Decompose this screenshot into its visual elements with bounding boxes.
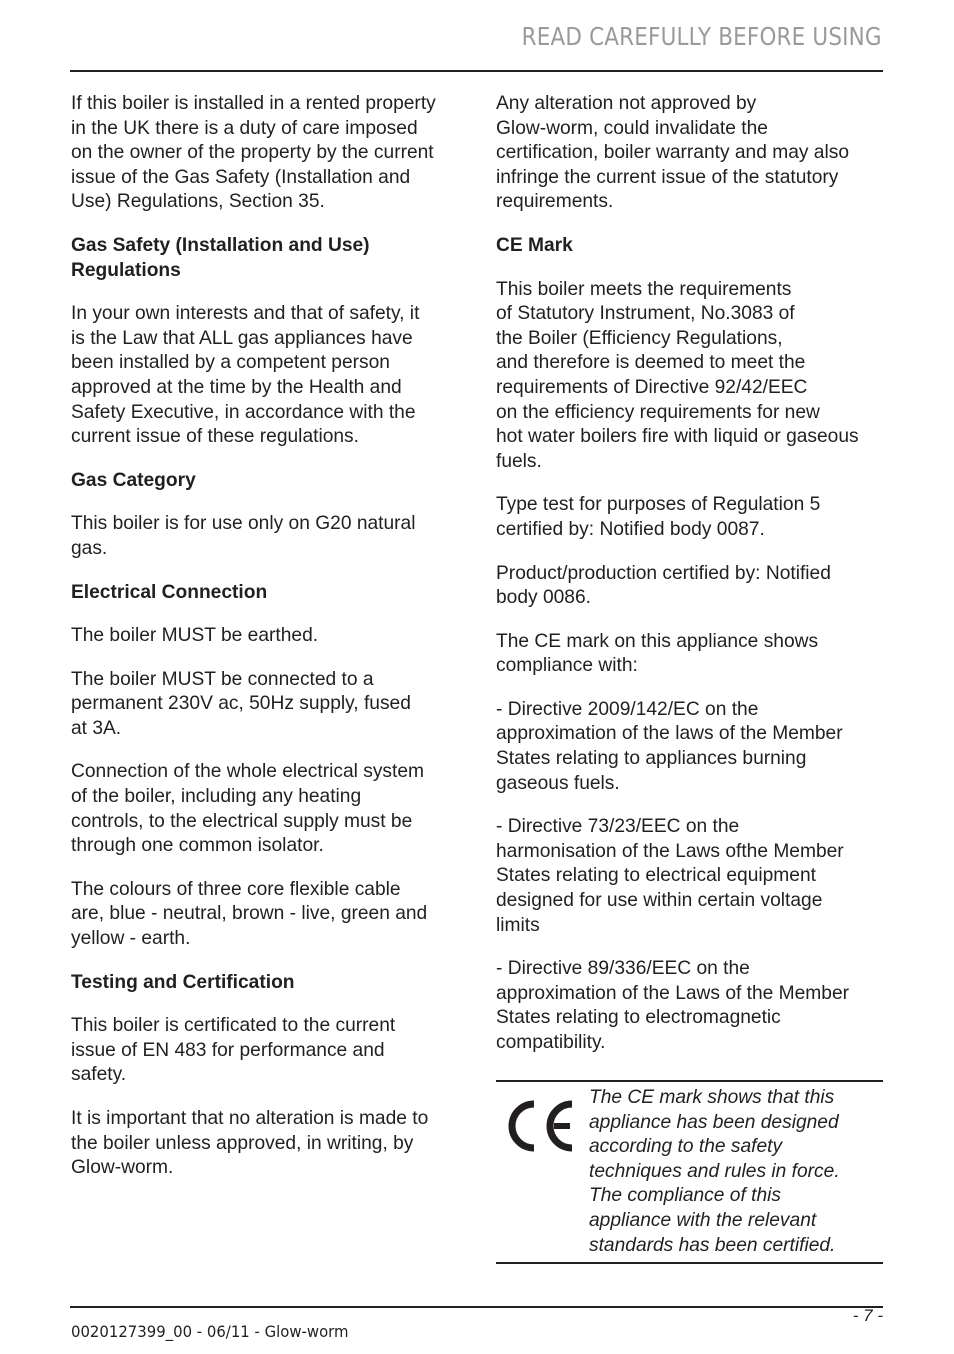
directive-electrical: - Directive 73/23/EEC on the harmonisation of the Laws ofthe Member States relating to electrical equipment designed for use within certain voltage limits	[496, 816, 844, 936]
electrical-paragraph-supply: The boiler MUST be connected to a permanent 230V ac, 50Hz supply, fused at 3A.	[71, 668, 411, 739]
ce-mark-box	[496, 1080, 883, 1264]
right-column	[496, 92, 886, 1075]
ce-paragraph-type-test: Type test for purposes of Regulation 5 certified by: Notified body 0087.	[496, 494, 821, 540]
document-reference: 0020127399_00 - 06/11 - Glow-worm	[71, 1322, 349, 1341]
ce-mark-icon	[504, 1096, 576, 1156]
intro-paragraph: If this boiler is installed in a rented property in the UK there is a duty of care imposed on the owner of the property by the current issue of the Gas Safety (Installation and Use) Regulations, Section 35.	[71, 93, 436, 213]
testing-paragraph-alteration: It is important that no alteration is made to the boiler unless approved, in writing, by Glow-worm.	[71, 1108, 429, 1179]
directive-gas-appliances: - Directive 2009/142/EC on the approximation of the laws of the Member States relating to appliances burning gaseous fuels.	[496, 698, 843, 794]
alteration-paragraph: Any alteration not approved by Glow-worm, could invalidate the certification, boiler warranty and may also infringe the current issue of the statutory requirements.	[496, 93, 849, 213]
left-column	[71, 92, 456, 1200]
gas-category-paragraph: This boiler is for use only on G20 natural gas.	[71, 513, 416, 559]
gas-safety-heading: Gas Safety (Installation and Use) Regulations	[71, 234, 370, 281]
ce-paragraph-production: Product/production certified by: Notified body 0086.	[496, 562, 831, 609]
electrical-paragraph-earthed: The boiler MUST be earthed.	[71, 625, 319, 647]
ce-mark-statement: The CE mark shows that this appliance has been designed according to the safety techniques and rules in force. The compliance of this appliance with the relevant standards has been certified.	[589, 1087, 840, 1256]
ce-mark-heading: CE Mark	[496, 234, 573, 256]
page-number: - 7 -	[852, 1306, 883, 1325]
ce-paragraph-compliance: The CE mark on this appliance shows compliance with:	[496, 630, 819, 677]
footer-rule	[70, 1306, 883, 1308]
ce-paragraph-requirements: This boiler meets the requirements of Statutory Instrument, No.3083 of the Boiler (Efficiency Regulations, and therefore is deemed to meet the requirements of Directive 92/42/EEC on the efficiency requirements for new hot water boilers fire with liquid or gaseous fuels.	[496, 278, 859, 472]
directive-emc: - Directive 89/336/EEC on the approximation of the Laws of the Member States relating to electromagnetic compatibility.	[496, 958, 850, 1053]
page-header-title: READ CAREFULLY BEFORE USING	[521, 22, 882, 51]
testing-heading: Testing and Certification	[71, 971, 295, 993]
testing-paragraph-certificated: This boiler is certificated to the current issue of EN 483 for performance and safety.	[71, 1015, 396, 1086]
header-rule	[70, 70, 883, 72]
gas-category-heading: Gas Category	[71, 469, 196, 491]
gas-safety-paragraph: In your own interests and that of safety, it is the Law that ALL gas appliances have been installed by a competent person approved at the time by the Health and Safety Executive, in accordance with the current issue of these regulations.	[71, 303, 420, 448]
electrical-connection-heading: Electrical Connection	[71, 581, 268, 603]
electrical-paragraph-isolator: Connection of the whole electrical system of the boiler, including any heating controls, to the electrical supply must be through one common isolator.	[71, 761, 425, 857]
electrical-paragraph-colours: The colours of three core flexible cable are, blue - neutral, brown - live, green and yellow - earth.	[71, 878, 428, 950]
